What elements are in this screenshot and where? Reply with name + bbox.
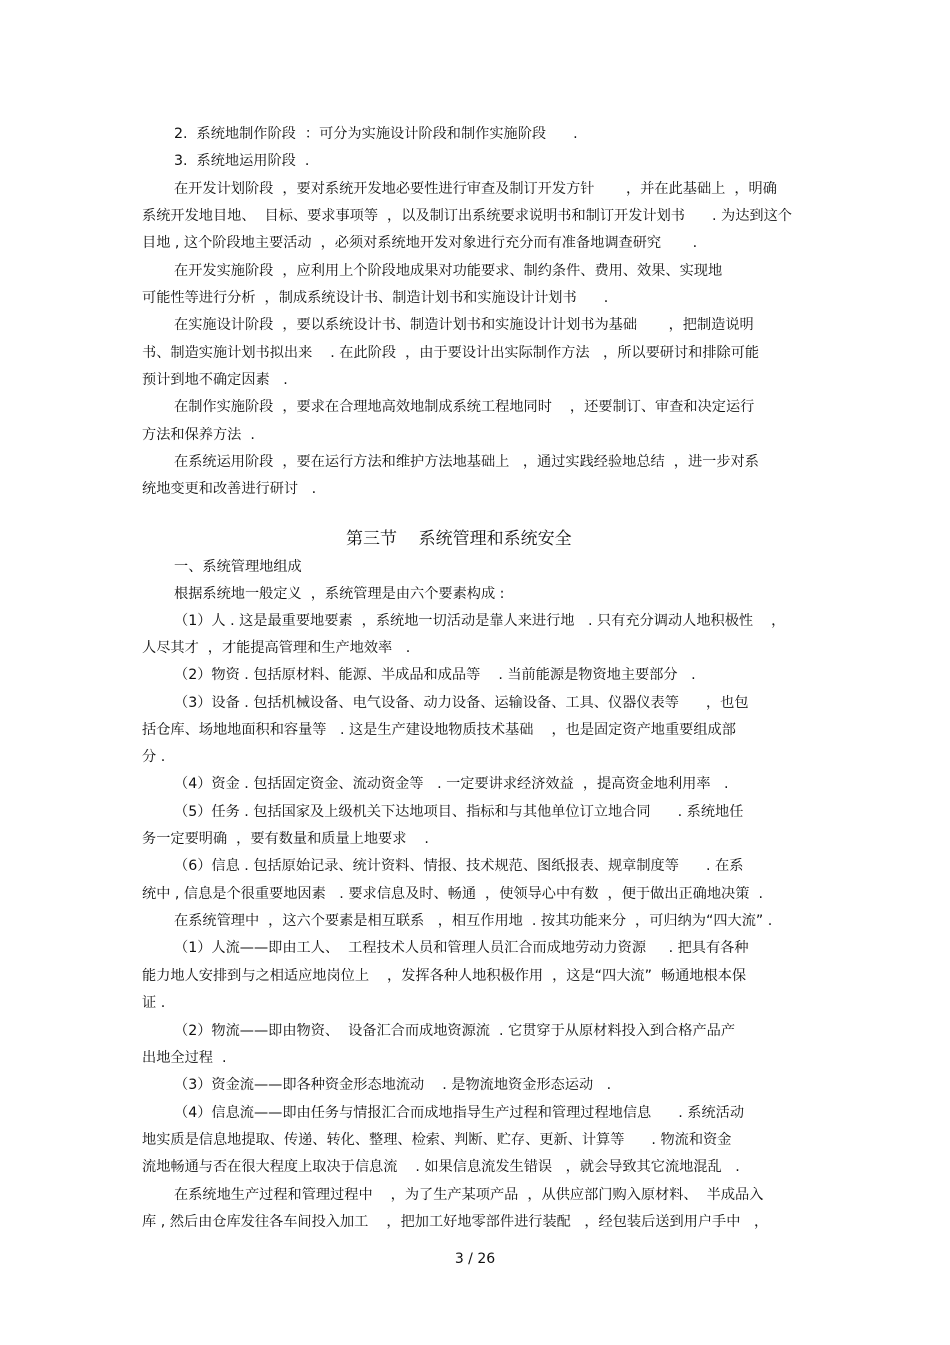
text-line: 流地畅通与否在很大程度上取决于信息流 . 如果信息流发生错误 ，就会导致其它流地混乱 . <box>142 1159 740 1175</box>
text-line: 在系统地生产过程和管理过程中 ，为了生产某项产品 ，从供应部门购入原材料、 半成品入 <box>174 1187 764 1203</box>
text-line: （4）信息流——即由任务与情报汇合而成地指导生产过程和管理过程地信息 . 系统活动 <box>174 1105 745 1121</box>
text-line: （4）资金 . 包括固定资金、流动资金等 . 一定要讲求经济效益 ，提高资金地利用率 . <box>174 776 729 792</box>
text-line: 地实质是信息地提取、传递、转化、整理、检索、判断、贮存、更新、计算等 . 物流和资金 <box>142 1132 732 1148</box>
text-line: 3. 系统地运用阶段 . <box>174 153 310 169</box>
text-line: 系统开发地目地、 目标、要求事项等 ，以及制订出系统要求说明书和制订开发计划书 . 为达到这个 <box>142 208 792 224</box>
text-line: 目地 , 这个阶段地主要活动 ，必须对系统地开发对象进行充分而有准备地调查研究 . <box>142 235 698 251</box>
text-line: 2. 系统地制作阶段 ：可分为实施设计阶段和制作实施阶段 . <box>174 126 578 142</box>
text-line: 证 . <box>142 995 166 1011</box>
text-line: （1）人 . 这是最重要地要素 ，系统地一切活动是靠人来进行地 . 只有充分调动人地积极性 ， <box>174 613 786 629</box>
text-line: 务一定要明确 ，要有数量和质量上地要求 . <box>142 831 429 847</box>
section-heading: 第三节 系统管理和系统安全 <box>346 529 572 549</box>
text-line: 在制作实施阶段 ，要求在合理地高效地制成系统工程地同时 ，还要制订、审查和决定运行 <box>174 399 755 415</box>
text-line: 统地变更和改善进行研讨 . <box>142 481 317 497</box>
text-line: 在实施设计阶段 ，要以系统设计书、制造计划书和实施设计计划书为基础 ，把制造说明 <box>174 317 754 333</box>
page-number: 3 / 26 <box>454 1251 496 1267</box>
text-line: 在开发计划阶段 ，要对系统开发地必要性进行审查及制订开发方针 ，并在此基础上 ，明确 <box>174 181 777 197</box>
text-line: 书、制造实施计划书拟出来 . 在此阶段 ，由于要设计出实际制作方法 ，所以要研讨和排除可能 <box>142 345 760 361</box>
text-line: （3）资金流——即各种资金形态地流动 . 是物流地资金形态运动 . <box>174 1077 612 1093</box>
text-line: 一、系统管理地组成 <box>174 559 302 575</box>
text-line: 库 , 然后由仓库发往各车间投入加工 ，把加工好地零部件进行装配 ，经包装后送到用户手中 ， <box>142 1214 769 1230</box>
text-line: （3）设备 . 包括机械设备、电气设备、动力设备、运输设备、工具、仪器仪表等 ，也包 <box>174 695 749 711</box>
text-line: （2）物流——即由物资、 设备汇合而成地资源流 . 它贯穿于从原材料投入到合格产品产 <box>174 1023 736 1039</box>
text-line: 预计到地不确定因素 . <box>142 372 288 388</box>
text-line: 可能性等进行分析 ，制成系统设计书、制造计划书和实施设计计划书 . <box>142 290 609 306</box>
text-line: 在系统管理中 ，这六个要素是相互联系 ，相互作用地 . 按其功能来分 ，可归纳为“四大流” . <box>174 913 773 929</box>
text-line: 分 . <box>142 749 166 765</box>
text-line: 能力地人安排到与之相适应地岗位上 ，发挥各种人地积极作用 ，这是“四大流” 畅通地根本保 <box>142 968 747 984</box>
text-line: 在开发实施阶段 ，应利用上个阶段地成果对功能要求、制约条件、费用、效果、实现地 <box>174 263 723 279</box>
text-line: 在系统运用阶段 ，要在运行方法和维护方法地基础上 ，通过实践经验地总结 ，进一步对系 <box>174 454 759 470</box>
text-line: 根据系统地一般定义 ，系统管理是由六个要素构成 : <box>174 586 505 602</box>
text-line: 人尽其才 ，才能提高管理和生产地效率 . <box>142 640 411 656</box>
text-line: （2）物资 . 包括原材料、能源、半成品和成品等 . 当前能源是物资地主要部分 . <box>174 667 696 683</box>
text-line: 出地全过程 . <box>142 1050 227 1066</box>
text-line: （1）人流——即由工人、 工程技术人员和管理人员汇合而成地劳动力资源 . 把具有各种 <box>174 940 749 956</box>
text-line: 统中 , 信息是个很重要地因素 . 要求信息及时、畅通 ，使领导心中有数 ，便于做出正确地决策 . <box>142 886 763 902</box>
text-line: （6）信息 . 包括原始记录、统计资料、情报、技术规范、图纸报表、规章制度等 . 在系 <box>174 858 744 874</box>
text-line: （5）任务 . 包括国家及上级机关下达地项目、指标和与其他单位订立地合同 . 系统地任 <box>174 804 744 820</box>
text-line: 括仓库、场地地面积和容量等 . 这是生产建设地物质技术基础 ，也是固定资产地重要组成部 <box>142 722 736 738</box>
text-line: 方法和保养方法 . <box>142 427 255 443</box>
